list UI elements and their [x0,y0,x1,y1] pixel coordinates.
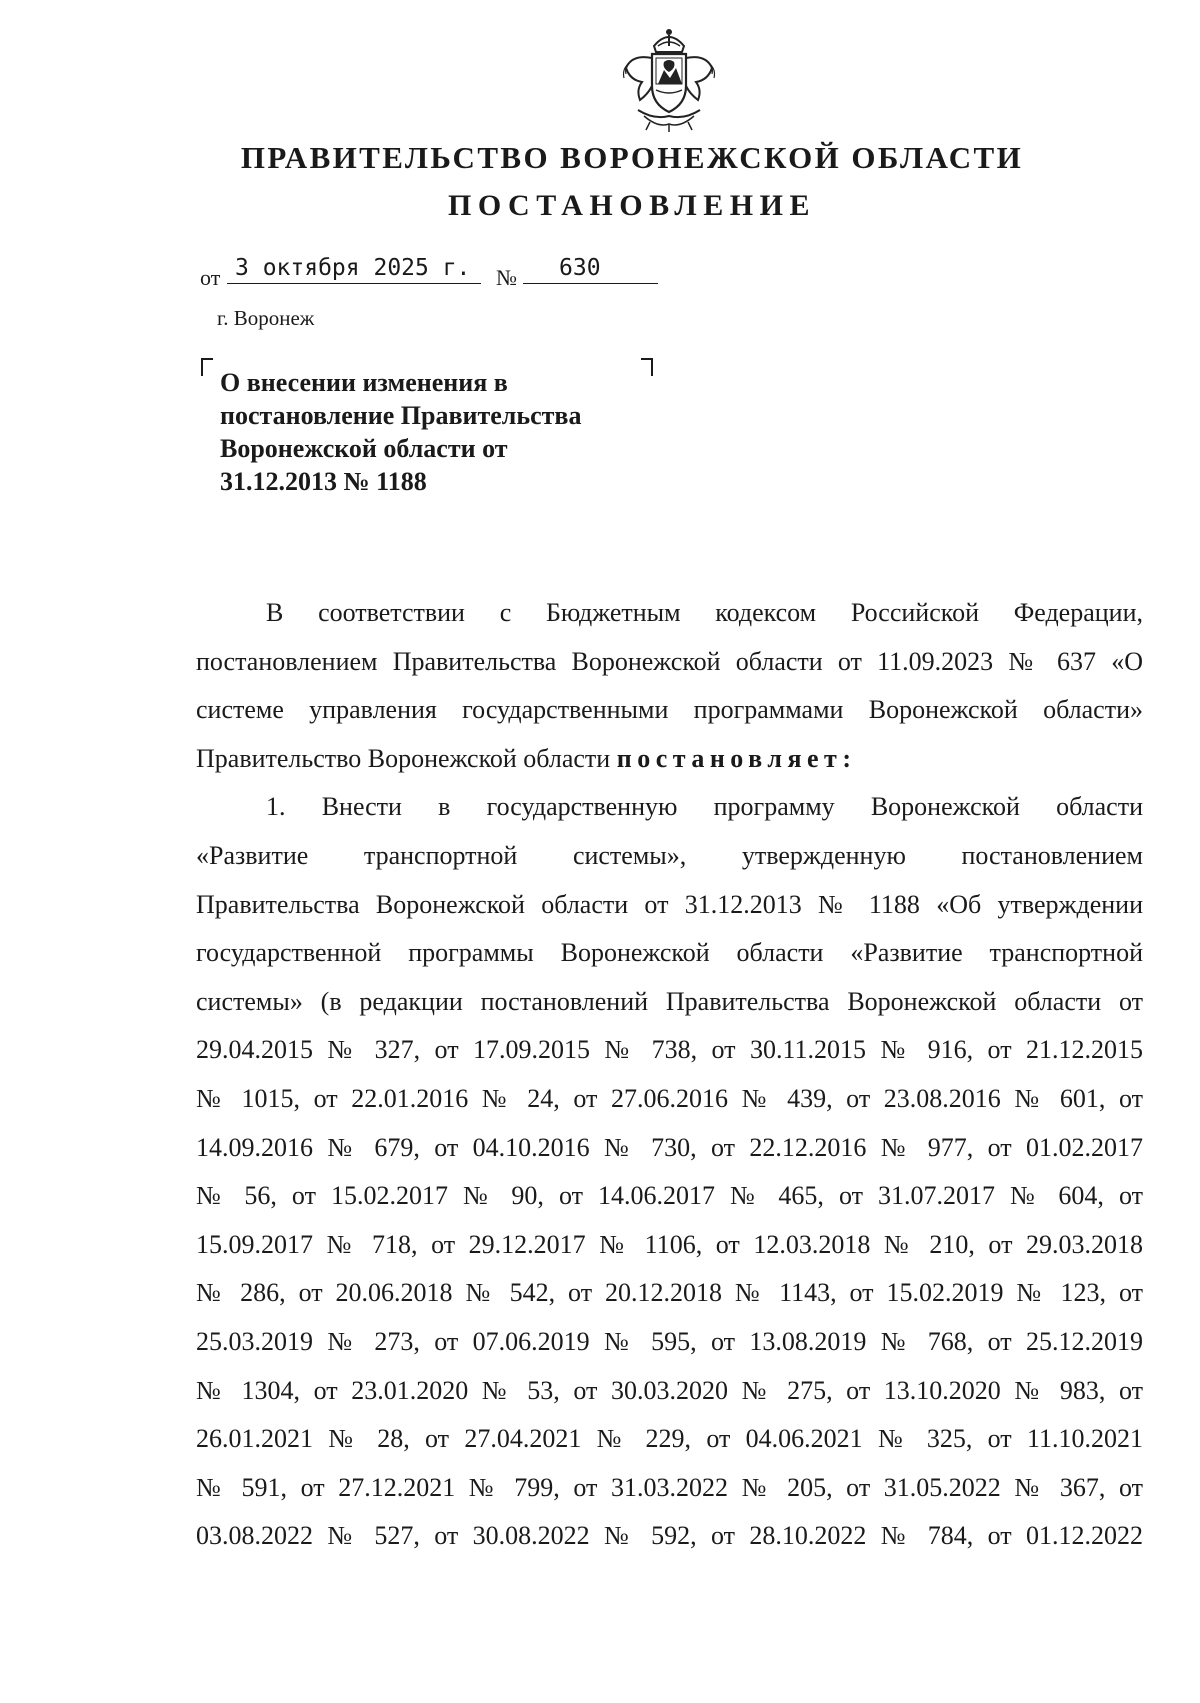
date-prefix: от [200,265,221,290]
item1-line: государственной программы Воронежской области «Развитие транспортной [196,938,1143,968]
subject-line: О внесении изменения в [220,368,508,397]
item1-line: № 56, от 15.02.2017 № 90, от 14.06.2017 № 465, от 31.07.2017 № 604, от [196,1181,1143,1211]
item1-line: 1. Внести в государственную программу Воронежской области [266,792,1143,822]
item1-line: № 1304, от 23.01.2020 № 53, от 30.03.2020 № 275, от 13.10.2020 № 983, от [196,1375,1143,1405]
item1-line: № 591, от 27.12.2021 № 799, от 31.03.2022 № 205, от 31.05.2022 № 367, от [196,1472,1143,1502]
item1-line: 25.03.2019 № 273, от 07.06.2019 № 595, от 13.08.2019 № 768, от 25.12.2019 [196,1326,1143,1356]
number-label: № [496,265,517,290]
document-type: ПОСТАНОВЛЕНИЕ [448,189,816,222]
document-date: 3 октября 2025 г. [227,257,481,284]
preamble-line: системе управления государственными программами Воронежской области» [196,695,1143,725]
item1-line: 29.04.2015 № 327, от 17.09.2015 № 738, от 30.11.2015 № 916, от 21.12.2015 [196,1035,1143,1065]
item1-line: системы» (в редакции постановлений Правительства Воронежской области от [196,986,1143,1016]
document-subject [220,366,660,498]
voronezh-coat-of-arms-icon [614,24,724,134]
document-number: 630 [523,257,658,284]
item1-line: 26.01.2021 № 28, от 27.04.2021 № 229, от 04.06.2021 № 325, от 11.10.2021 [196,1424,1143,1454]
item1-line: «Развитие транспортной системы», утвержденную постановлением [196,840,1143,870]
item1-line: № 286, от 20.06.2018 № 542, от 20.12.2018 № 1143, от 15.02.2019 № 123, от [196,1278,1143,1308]
city: г. Воронеж [217,306,315,330]
preamble-last-line [196,735,1143,784]
subject-line: Воронежской области от [220,434,508,463]
document-body [196,589,1143,1561]
decree-word: постановляет: [616,743,857,773]
preamble-last-prefix: Правительство Воронежской области [196,743,611,773]
item1-line: № 1015, от 22.01.2016 № 24, от 27.06.2016 № 439, от 23.08.2016 № 601, от [196,1083,1143,1113]
subject-corner-left [201,358,213,376]
subject-line: постановление Правительства [220,401,582,430]
subject-line: 31.12.2013 № 1188 [220,467,427,496]
item1-line: Правительства Воронежской области от 31.12.2013 № 1188 «Об утверждении [196,889,1143,919]
item1-line: 14.09.2016 № 679, от 04.10.2016 № 730, от 22.12.2016 № 977, от 01.02.2017 [196,1132,1143,1162]
item1-line: 03.08.2022 № 527, от 30.08.2022 № 592, от 28.10.2022 № 784, от 01.12.2022 [196,1521,1143,1551]
authority-title: ПРАВИТЕЛЬСТВО ВОРОНЕЖСКОЙ ОБЛАСТИ [240,140,1024,175]
preamble-line: постановлением Правительства Воронежской области от 11.09.2023 № 637 «О [196,646,1143,676]
preamble-line: В соответствии с Бюджетным кодексом Российской Федерации, [266,598,1143,627]
item1-line: 15.09.2017 № 718, от 29.12.2017 № 1106, от 12.03.2018 № 210, от 29.03.2018 [196,1229,1143,1259]
